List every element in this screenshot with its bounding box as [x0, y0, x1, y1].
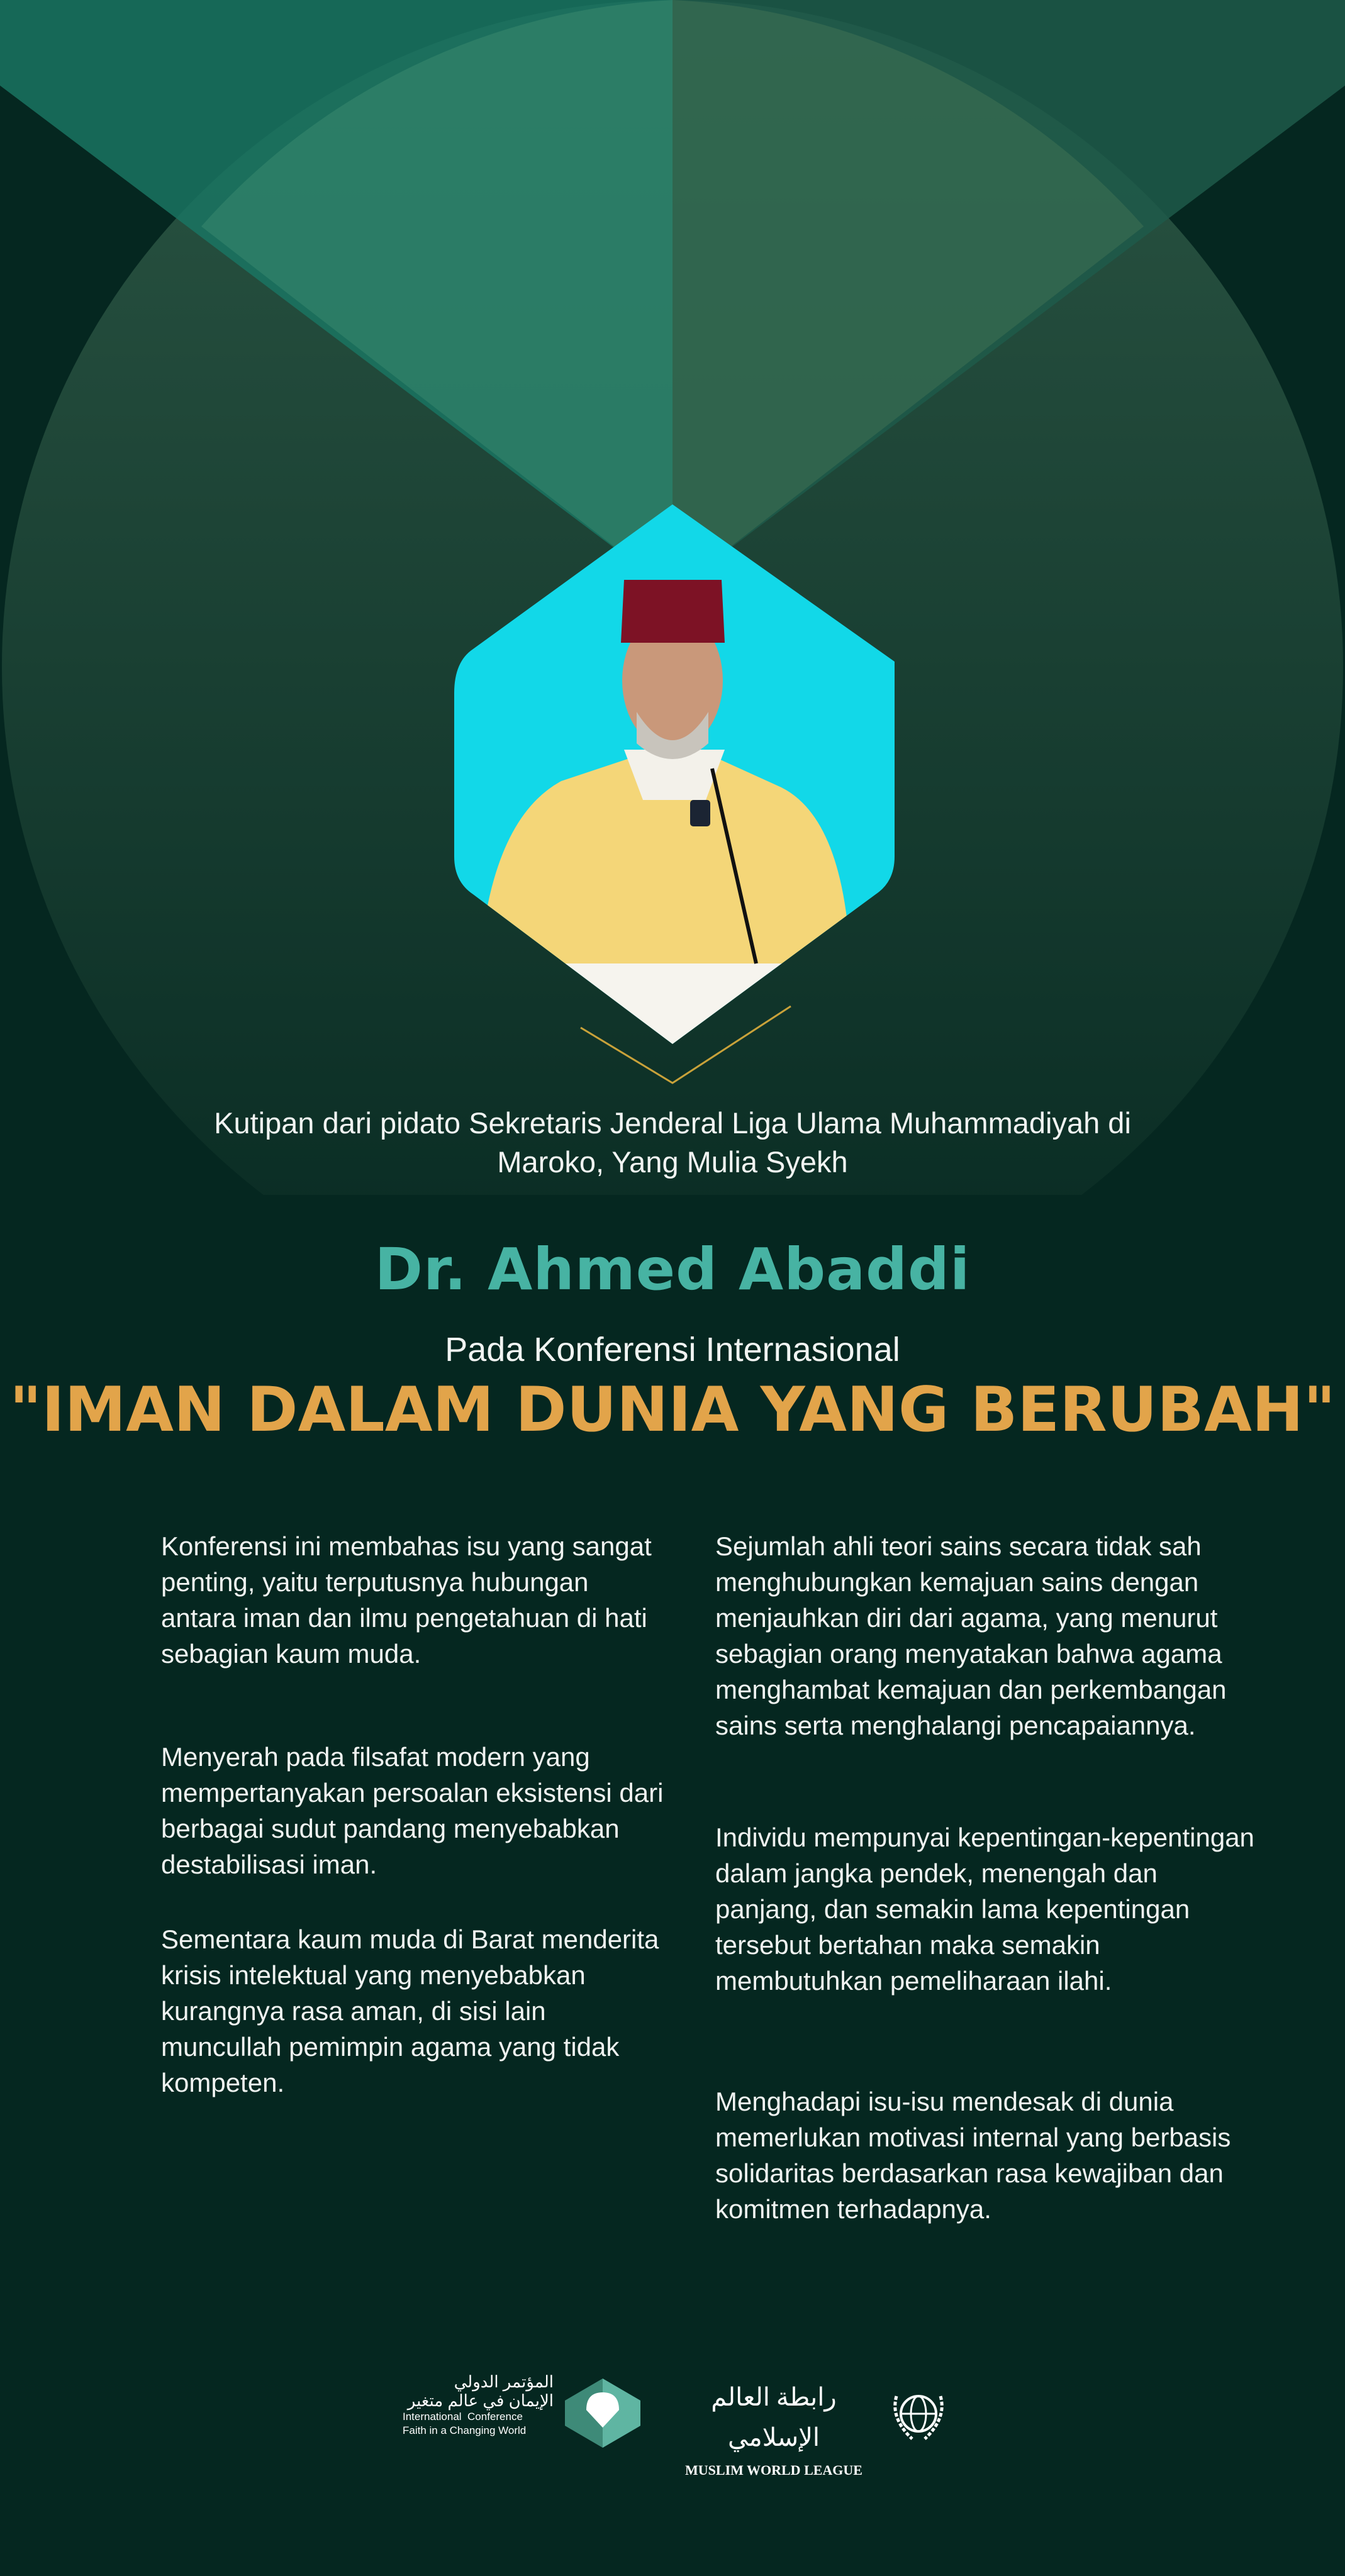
- event-title: "IMAN DALAM DUNIA YANG BERUBAH": [9, 1374, 1336, 1446]
- mwl-english: MUSLIM WORLD LEAGUE: [685, 2462, 862, 2478]
- conference-arabic-2: الإيمان في عالم متغير: [407, 2391, 554, 2410]
- intro-caption: [126, 1104, 1219, 1182]
- conference-logo-text: [403, 2372, 554, 2438]
- conference-logo-icon: [565, 2379, 640, 2448]
- right-paragraph-1: Sejumlah ahli teori sains secara tidak sah menghubungkan kemajuan sains dengan menjauhkan diri dari agama, yang menurut sebagian orang menyatakan bahwa agama menghambat kemajuan dan perkembangan sains serta menghalangi pencapaiannya.: [715, 1531, 1227, 1740]
- intro-line-2: Maroko, Yang Mulia Syekh: [497, 1145, 848, 1179]
- right-paragraph-2: Individu mempunyai kepentingan-kepentingan dalam jangka pendek, menengah dan panjang, dan semakin lama kepentingan tersebut bertahan maka semakin membutuhkan pemeliharaan ilahi.: [715, 1823, 1254, 1996]
- conference-arabic-1: المؤتمر الدولي: [454, 2372, 554, 2391]
- speaker-photo: [454, 504, 895, 1044]
- conference-english-2: Faith in a Changing World: [403, 2424, 527, 2436]
- mwl-logo-text: [683, 2377, 865, 2483]
- left-paragraph-2: Menyerah pada filsafat modern yang mempertanyakan persoalan eksistensi dari berbagai sudut pandang menyebabkan destabilisasi iman.: [161, 1742, 664, 1879]
- left-paragraph-1: Konferensi ini membahas isu yang sangat penting, yaitu terputusnya hubungan antara iman dan ilmu pengetahuan di hati sebagian kaum muda.: [161, 1531, 652, 1668]
- conference-english-1: International Conference: [403, 2411, 523, 2423]
- footer-logos: [403, 2365, 969, 2478]
- left-paragraph-3: Sementara kaum muda di Barat menderita krisis intelektual yang menyebabkan kurangnya rasa aman, di sisi lain muncullah pemimpin agama yang tidak kompeten.: [161, 1924, 659, 2097]
- event-prefix: Pada Konferensi Internasional: [445, 1331, 900, 1368]
- mwl-arabic: رابطة العالم الإسلامي: [711, 2383, 837, 2451]
- mwl-emblem-icon: [887, 2384, 950, 2446]
- speaker-name: Dr. Ahmed Abaddi: [374, 1236, 971, 1303]
- intro-line-1: Kutipan dari pidato Sekretaris Jenderal Liga Ulama Muhammadiyah di: [214, 1106, 1131, 1140]
- right-paragraph-3: Menghadapi isu-isu mendesak di dunia memerlukan motivasi internal yang berbasis solidaritas berdasarkan rasa kewajiban dan komitmen terhadapnya.: [715, 2087, 1231, 2224]
